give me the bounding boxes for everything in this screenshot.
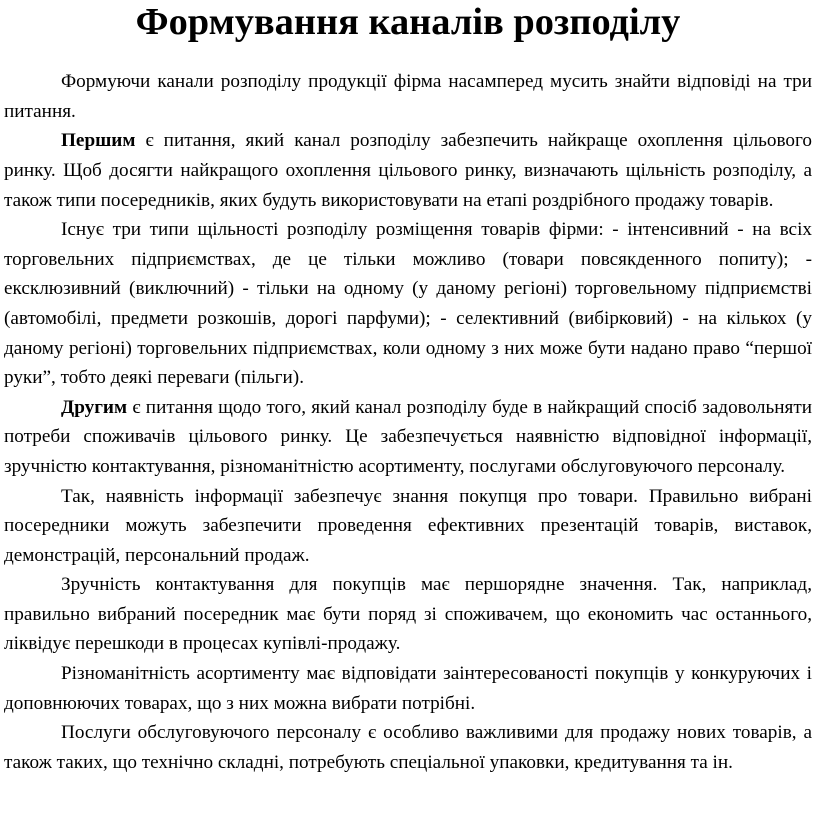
paragraph-first-question [4,126,812,215]
paragraph-lead-word: Першим [61,130,136,152]
paragraph-lead-word: Другим [61,396,128,418]
paragraph-text: є питання, який канал розподілу забезпечить найкраще охоплення цільового ринку. Щоб досягти найкращого охоплення цільового ринку, визначають щільність розподілу, а також типи посередників, яких будуть використовувати на етапі роздрібного продажу товарів. [4,130,812,211]
paragraph-second-question [4,393,812,482]
paragraph-text: є питання щодо того, який канал розподілу буде в найкращий спосіб задовольняти потреби споживачів цільового ринку. Це забезпечується наявністю відповідної інформації, зручністю контактування, різноманітністю асортименту, послугами обслуговуючого персоналу. [4,396,812,477]
paragraph-intro [4,67,812,126]
paragraph-text: Існує три типи щільності розподілу розміщення товарів фірми: - інтенсивний - на всіх торговельних підприємствах, де це тільки можливо (товари повсякденного попиту); - ексклюзивний (виключний) - тільки на одному (у даному регіоні) торговельному підприємстві (автомобілі, предмети розкошів, дорогі парфуми); - селективний (вибірковий) - на кількох (у даному регіоні) торговельних підприємствах, коли одному з них може бути надано право “першої руки”, тобто деякі переваги (пільги). [4,219,812,389]
paragraph-text: Формуючи канали розподілу продукції фірма насамперед мусить знайти відповіді на три питання. [4,71,812,122]
paragraph-contact-convenience [4,570,812,659]
paragraph-information [4,482,812,571]
document-title: Формування каналів розподілу [135,1,681,43]
paragraph-text: Зручність контактування для покупців має першорядне значення. Так, наприклад, правильно вибраний посередник має бути поряд зі споживачем, що економить час останнього, ліквідує перешкоди в процесах купівлі-продажу. [4,574,812,655]
paragraph-staff-services [4,718,812,777]
paragraph-density-types [4,215,812,393]
paragraph-assortment [4,659,812,718]
paragraph-text: Послуги обслуговуючого персоналу є особливо важливими для продажу нових товарів, а також таких, що технічно складні, потребують спеціальної упаковки, кредитування та ін. [4,722,812,773]
paragraph-text: Так, наявність інформації забезпечує знання покупця про товари. Правильно вибрані посередники можуть забезпечити проведення ефективних презентацій товарів, виставок, демонстрацій, персональний продаж. [4,485,812,566]
paragraph-text: Різноманітність асортименту має відповідати заінтересованості покупців у конкуруючих і доповнюючих товарах, що з них можна вибрати потрібні. [4,663,812,714]
